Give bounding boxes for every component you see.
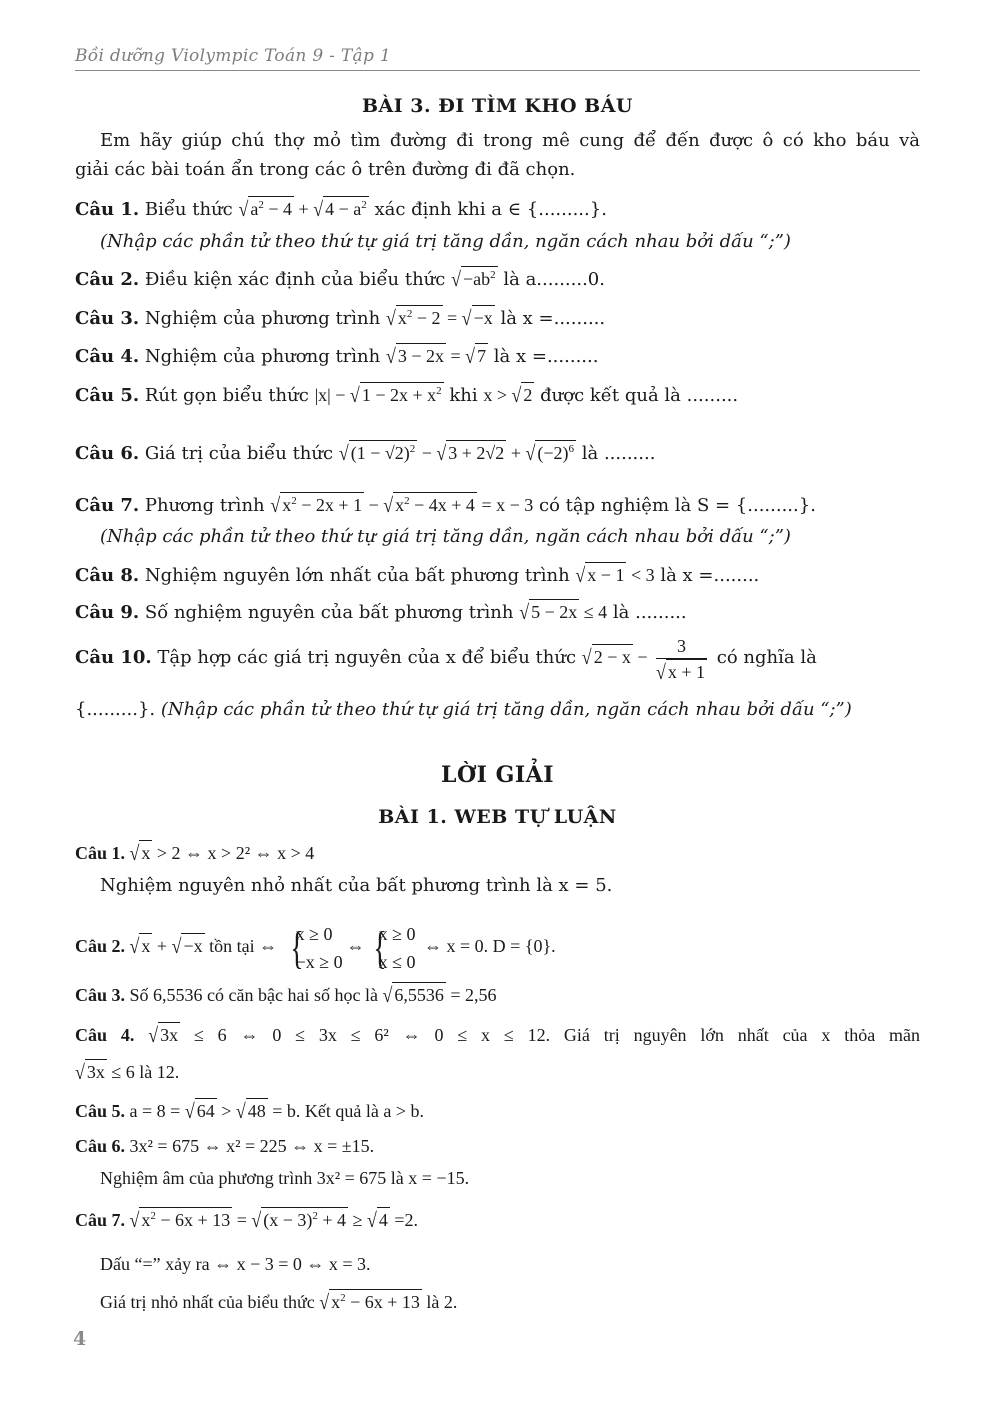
c2-system-2: { x ≥ 0 x ≤ 0	[373, 922, 416, 973]
solution-subtitle: BÀI 1. WEB TỰ LUẬN	[378, 806, 617, 828]
q7-post: có tập nghiệm là S = {.........}.	[538, 495, 816, 516]
q4-post: là x =.........	[493, 346, 599, 367]
c3-text: Số 6,5536 có căn bậc hai số học là	[129, 985, 378, 1005]
question-10	[75, 634, 920, 684]
solution-7-line2: Dấu “=” xảy ra ⇔ x − 3 = 0 ⇔ x = 3.	[100, 1254, 371, 1274]
q2-post: là a.........0.	[503, 269, 605, 290]
q5-mid: khi	[449, 385, 478, 406]
q4-label: Câu 4.	[75, 346, 140, 367]
q8-post: là x =........	[660, 565, 760, 586]
page-number: 4	[73, 1328, 87, 1350]
q6-formula: √ $(1 - √2)^2$ − √ 3 + 2√2 + √ $(-2)^6$	[338, 441, 574, 465]
c5-label: Câu 5.	[75, 1101, 126, 1121]
q2-pre: Điều kiện xác định của biểu thức	[144, 269, 446, 290]
q1-formula: √ $a^2 - 4$ + √ $4 - a^2$	[238, 197, 367, 221]
c3-post: = 2,56	[450, 985, 497, 1005]
c2-label: Câu 2.	[75, 936, 126, 957]
q6-pre: Giá trị của biểu thức	[144, 443, 334, 464]
q7-label: Câu 7.	[75, 495, 140, 516]
q5-pre: Rút gọn biểu thức	[144, 385, 309, 406]
solution-title: LỜI GIẢI	[440, 762, 555, 788]
c6-text: 3x² = 675 ⇔ x² = 225 ⇔ x = ±15.	[129, 1136, 375, 1156]
question-6	[75, 440, 920, 467]
q9-label: Câu 9.	[75, 602, 140, 623]
solution-1: Câu 1. √ x > 2 ⇔ x > 2² ⇔ x > 4	[75, 841, 315, 865]
c2-post: ⇔ x = 0. D = {0}.	[424, 936, 556, 957]
q1-note: (Nhập các phần tử theo thứ tự giá trị tăng dần, ngăn cách nhau bởi dấu “;”)	[100, 231, 791, 252]
question-8	[75, 562, 920, 589]
q8-formula: √ x − 1 < 3	[575, 563, 655, 587]
c7-label: Câu 7.	[75, 1210, 126, 1230]
q9-post: là .........	[612, 602, 687, 623]
question-7	[75, 492, 920, 519]
q7-note: (Nhập các phần tử theo thứ tự giá trị tăng dần, ngăn cách nhau bởi dấu “;”)	[100, 526, 791, 547]
c1-expr: > 2 ⇔ x > 2² ⇔ x > 4	[156, 843, 315, 863]
c5-text: a = 8 =	[129, 1101, 181, 1121]
running-header: Bồi dưỡng Violympic Toán 9 - Tập 1	[75, 46, 920, 71]
q5-condition: x > √ 2	[483, 383, 533, 407]
solution-6	[75, 1133, 920, 1159]
bai3-intro-line2: giải các bài toán ẩn trong các ô trên đường đi đã chọn.	[75, 159, 576, 180]
q2-label: Câu 2.	[75, 269, 140, 290]
question-3	[75, 305, 920, 332]
q5-formula: |x| − √ $1 - 2x + x^2$	[314, 383, 442, 407]
solution-4-line2: √ 3x ≤ 6 là 12.	[75, 1060, 180, 1084]
bai3-title: BÀI 3. ĐI TÌM KHO BÁU	[361, 95, 634, 117]
q3-formula: √ $x^2 - 2$ = √ −x	[385, 306, 493, 330]
q10-label: Câu 10.	[75, 647, 152, 669]
q4-pre: Nghiệm của phương trình	[144, 346, 381, 367]
solution-2: Câu 2. √ x + √ −x tồn tại ⇔ { x ≥ 0 −x ≥ 0 ⇔ { x ≥ 0 x ≤ 0 ⇔ x = 0. D = {0}.	[75, 920, 920, 976]
solution-7: Câu 7. √ $x^2 - 6x + 13$ = √ $(x - 3)^2 + 4$ ≥ √ 4 =2.	[75, 1208, 418, 1232]
c4-line2: ≤ 6 là 12.	[111, 1062, 180, 1082]
q10-formula: √ 2 − x − $\frac{3}{√ x + 1}$	[581, 636, 706, 684]
q6-label: Câu 6.	[75, 443, 140, 464]
question-9	[75, 599, 920, 626]
c6-label: Câu 6.	[75, 1136, 126, 1156]
question-1	[75, 196, 920, 223]
q5-post: được kết quả là .........	[540, 385, 739, 406]
c2-system-1: { x ≥ 0 −x ≥ 0	[290, 922, 343, 973]
c7-post: =2.	[394, 1210, 418, 1230]
q3-label: Câu 3.	[75, 308, 140, 329]
question-4	[75, 343, 920, 370]
bai3-intro-line1: Em hãy giúp chú thợ mỏ tìm đường đi trong mê cung để đến được ô có kho báu và	[100, 130, 920, 151]
solution-5: Câu 5. a = 8 = √ 64 > √ 48 = b. Kết quả là a > b.	[75, 1099, 425, 1123]
q8-pre: Nghiệm nguyên lớn nhất của bất phương trình	[144, 565, 570, 586]
q4-formula: √ 3 − 2x = √ 7	[385, 344, 487, 368]
q2-formula: √ $-ab^2$	[451, 267, 496, 291]
solution-3: Câu 3. Số 6,5536 có căn bậc hai số học là √ 6,5536 = 2,56	[75, 983, 497, 1007]
question-5	[75, 382, 920, 409]
question-2	[75, 266, 920, 293]
q10-answer-set: {.........}.	[75, 699, 156, 720]
q9-pre: Số nghiệm nguyên của bất phương trình	[144, 602, 514, 623]
c4-text: ≤ 6 ⇔ 0 ≤ 3x ≤ 6² ⇔ 0 ≤ x ≤ 12. Giá trị nguyên lớn nhất của x thỏa mãn	[193, 1025, 921, 1045]
c1-label: Câu 1.	[75, 843, 126, 863]
solution-6-line2: Nghiệm âm của phương trình 3x² = 675 là x = −15.	[100, 1168, 470, 1188]
q1-post: xác định khi a ∈ {.........}.	[374, 199, 607, 220]
q3-post: là x =.........	[500, 308, 606, 329]
q7-formula: √ $x^2 - 2x + 1$ − √ $x^2 - 4x + 4 = x - 3$	[270, 493, 534, 517]
q1-label: Câu 1.	[75, 199, 140, 220]
c2-mid: tồn tại ⇔	[209, 936, 278, 957]
c7-line3: Giá trị nhỏ nhất của biểu thức	[100, 1292, 315, 1312]
q10-pre: Tập hợp các giá trị nguyên của x để biểu thức	[157, 647, 577, 669]
q5-label: Câu 5.	[75, 385, 140, 406]
c5-post: = b. Kết quả là a > b.	[272, 1101, 425, 1121]
q9-formula: √ 5 − 2x ≤ 4	[519, 600, 608, 624]
q8-label: Câu 8.	[75, 565, 140, 586]
q10-post: có nghĩa là	[716, 647, 817, 669]
q6-post: là .........	[581, 443, 656, 464]
q10-line2	[75, 697, 920, 723]
solution-7-line3: Giá trị nhỏ nhất của biểu thức √ $x^2 - 6x + 13$ là 2.	[100, 1290, 458, 1314]
q1-pre: Biểu thức	[144, 199, 233, 220]
solution-4: Câu 4. √ 3x ≤ 6 ⇔ 0 ≤ 3x ≤ 6² ⇔ 0 ≤ x ≤ 12. Giá trị nguyên lớn nhất của x thỏa mãn	[75, 1023, 921, 1047]
q3-pre: Nghiệm của phương trình	[144, 308, 381, 329]
solution-1-line2: Nghiệm nguyên nhỏ nhất của bất phương trình là x = 5.	[100, 875, 613, 896]
q10-note: (Nhập các phần tử theo thứ tự giá trị tăng dần, ngăn cách nhau bởi dấu “;”)	[160, 699, 852, 720]
c7-line3-post: là 2.	[426, 1292, 458, 1312]
q7-pre: Phương trình	[144, 495, 265, 516]
c4-label: Câu 4.	[75, 1025, 135, 1045]
c3-label: Câu 3.	[75, 985, 126, 1005]
